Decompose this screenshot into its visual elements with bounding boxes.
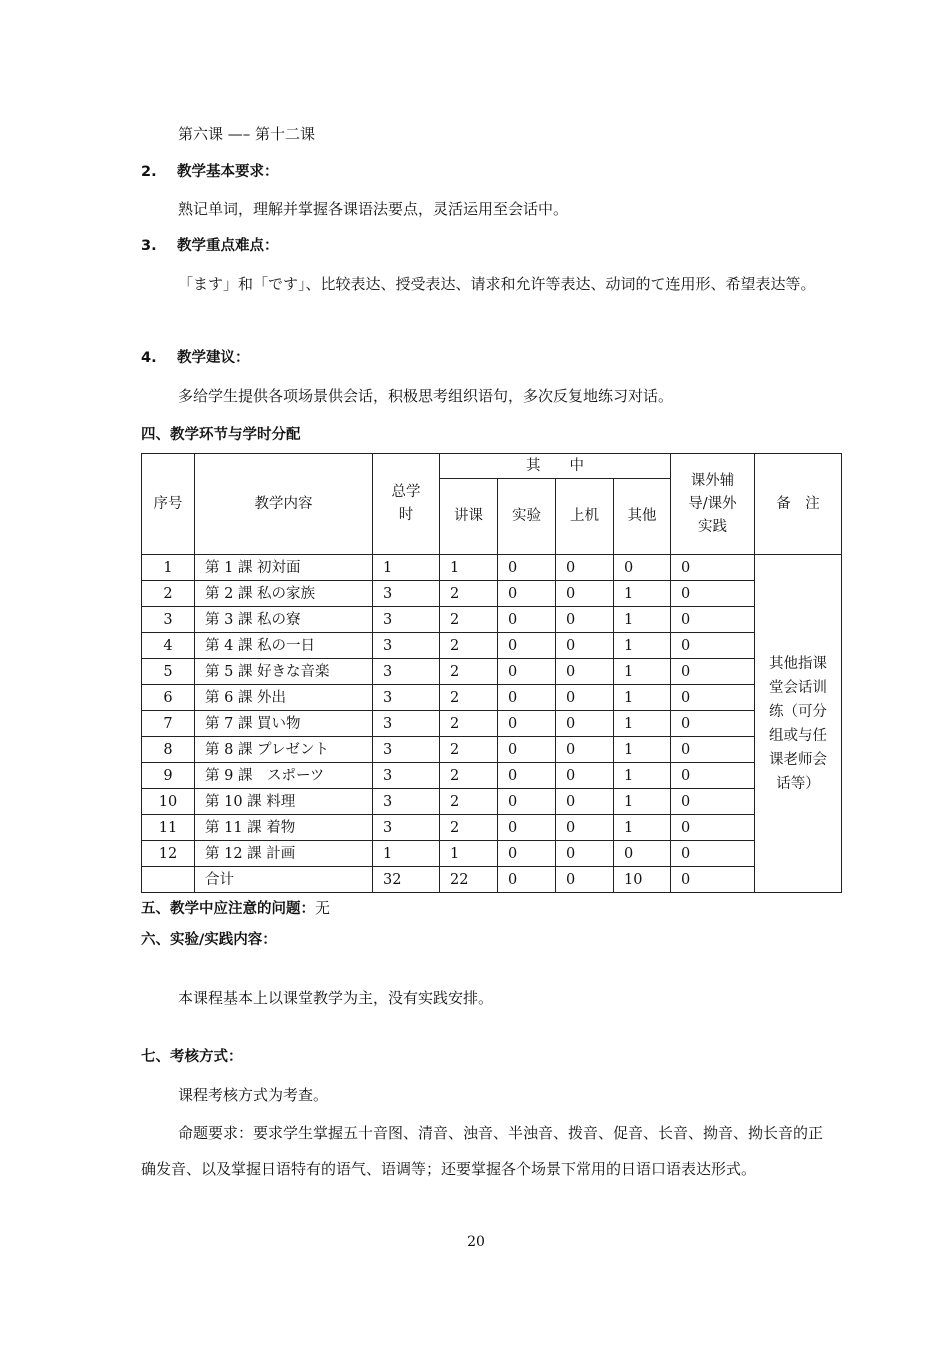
- cell-content: 第 5 課 好きな音楽: [195, 659, 373, 685]
- cell-experiment: 0: [498, 685, 556, 711]
- cell-lecture: 1: [440, 841, 498, 867]
- practice-text: 本课程基本上以课堂教学为主，没有实践安排。: [178, 989, 494, 1007]
- header-total-hours: 总学时: [373, 454, 440, 555]
- cell-experiment: 0: [498, 581, 556, 607]
- cell-outside: 0: [671, 607, 755, 633]
- table-row: [142, 555, 842, 581]
- total-cell-total: 32: [373, 867, 440, 893]
- header-seq: 序号: [142, 454, 195, 555]
- cell-seq: 4: [142, 633, 195, 659]
- cell-content: 第 9 課 スポーツ: [195, 763, 373, 789]
- section-2-title: 教学基本要求：: [177, 164, 279, 180]
- page-number: 20: [467, 1234, 485, 1250]
- cell-total: 3: [373, 659, 440, 685]
- cell-outside: 0: [671, 581, 755, 607]
- section-2-heading: [141, 162, 279, 182]
- assessment-method: 课程考核方式为考查。: [178, 1086, 329, 1104]
- cell-total: 3: [373, 581, 440, 607]
- header-group: 其 中: [440, 454, 671, 479]
- cell-computer: 0: [556, 633, 614, 659]
- cell-total: 3: [373, 789, 440, 815]
- cell-lecture: 2: [440, 581, 498, 607]
- cell-computer: 0: [556, 737, 614, 763]
- header-content: 教学内容: [195, 454, 373, 555]
- cell-computer: 0: [556, 763, 614, 789]
- heading-notes-label: 五、教学中应注意的问题：: [141, 901, 315, 917]
- table-row: [142, 685, 842, 711]
- cell-total: 3: [373, 737, 440, 763]
- section-3-body: 「ます」和「です」、比较表达、授受表达、请求和允许等表达、动词的て连用形、希望表达等。: [178, 275, 816, 293]
- hours-allocation-table: [141, 453, 842, 893]
- cell-computer: 0: [556, 607, 614, 633]
- heading-practice: 六、实验/实践内容：: [141, 932, 277, 948]
- header-remarks: 备 注: [755, 454, 842, 555]
- cell-total: 3: [373, 815, 440, 841]
- cell-other: 1: [614, 763, 671, 789]
- total-cell-outside: 0: [671, 867, 755, 893]
- cell-computer: 0: [556, 659, 614, 685]
- cell-lecture: 2: [440, 815, 498, 841]
- cell-lecture: 2: [440, 659, 498, 685]
- heading-assessment: 七、考核方式：: [141, 1049, 243, 1065]
- total-cell-seq: [142, 867, 195, 893]
- cell-computer: 0: [556, 555, 614, 581]
- cell-other: 1: [614, 633, 671, 659]
- cell-experiment: 0: [498, 711, 556, 737]
- table-row: [142, 789, 842, 815]
- cell-content: 第 1 課 初対面: [195, 555, 373, 581]
- cell-outside: 0: [671, 841, 755, 867]
- heading-notes-value: 无: [315, 899, 331, 917]
- header-outside-practice: 课外辅导/课外实践: [671, 454, 755, 555]
- cell-other: 0: [614, 841, 671, 867]
- cell-other: 1: [614, 659, 671, 685]
- cell-other: 1: [614, 607, 671, 633]
- cell-experiment: 0: [498, 633, 556, 659]
- table-row: [142, 581, 842, 607]
- section-3-title: 教学重点难点：: [177, 238, 279, 254]
- cell-seq: 11: [142, 815, 195, 841]
- cell-seq: 9: [142, 763, 195, 789]
- cell-outside: 0: [671, 789, 755, 815]
- cell-outside: 0: [671, 737, 755, 763]
- cell-seq: 8: [142, 737, 195, 763]
- section-4-number: 4.: [141, 350, 157, 366]
- cell-lecture: 2: [440, 789, 498, 815]
- cell-total: 1: [373, 555, 440, 581]
- remarks-cell: 其他指课堂会话训练（可分组或与任课老师会话等）: [755, 555, 842, 893]
- cell-total: 3: [373, 763, 440, 789]
- table-header-row-1: [142, 454, 842, 479]
- cell-seq: 2: [142, 581, 195, 607]
- cell-other: 1: [614, 789, 671, 815]
- cell-computer: 0: [556, 711, 614, 737]
- header-computer: 上机: [556, 479, 614, 555]
- section-2-number: 2.: [141, 164, 157, 180]
- cell-seq: 3: [142, 607, 195, 633]
- cell-computer: 0: [556, 685, 614, 711]
- cell-seq: 5: [142, 659, 195, 685]
- section-2-body: 熟记单词，理解并掌握各课语法要点，灵活运用至会话中。: [178, 200, 569, 218]
- cell-experiment: 0: [498, 841, 556, 867]
- cell-total: 3: [373, 711, 440, 737]
- cell-lecture: 2: [440, 607, 498, 633]
- cell-experiment: 0: [498, 789, 556, 815]
- table-row: [142, 633, 842, 659]
- total-cell-computer: 0: [556, 867, 614, 893]
- cell-experiment: 0: [498, 607, 556, 633]
- cell-content: 第 4 課 私の一日: [195, 633, 373, 659]
- cell-experiment: 0: [498, 737, 556, 763]
- cell-lecture: 2: [440, 763, 498, 789]
- cell-other: 1: [614, 581, 671, 607]
- cell-outside: 0: [671, 555, 755, 581]
- cell-other: 1: [614, 815, 671, 841]
- cell-outside: 0: [671, 659, 755, 685]
- cell-content: 第 12 課 計画: [195, 841, 373, 867]
- cell-other: 0: [614, 555, 671, 581]
- cell-total: 3: [373, 685, 440, 711]
- heading-notes: [141, 898, 330, 919]
- cell-computer: 0: [556, 815, 614, 841]
- cell-content: 第 10 課 料理: [195, 789, 373, 815]
- cell-content: 第 6 課 外出: [195, 685, 373, 711]
- table-total-row: [142, 867, 842, 893]
- cell-computer: 0: [556, 789, 614, 815]
- cell-other: 1: [614, 685, 671, 711]
- table-row: [142, 737, 842, 763]
- cell-seq: 10: [142, 789, 195, 815]
- section-3-number: 3.: [141, 238, 157, 254]
- cell-lecture: 2: [440, 685, 498, 711]
- header-lecture: 讲课: [440, 479, 498, 555]
- cell-outside: 0: [671, 815, 755, 841]
- cell-computer: 0: [556, 841, 614, 867]
- cell-outside: 0: [671, 711, 755, 737]
- cell-seq: 7: [142, 711, 195, 737]
- section-4-body: 多给学生提供各项场景供会话，积极思考组织语句，多次反复地练习对话。: [178, 387, 674, 405]
- cell-seq: 12: [142, 841, 195, 867]
- cell-other: 1: [614, 737, 671, 763]
- table-row: [142, 763, 842, 789]
- cell-experiment: 0: [498, 555, 556, 581]
- top-line: 第六课 —– 第十二课: [178, 125, 316, 143]
- cell-seq: 1: [142, 555, 195, 581]
- cell-total: 1: [373, 841, 440, 867]
- cell-outside: 0: [671, 633, 755, 659]
- table-row: [142, 815, 842, 841]
- cell-content: 第 2 課 私の家族: [195, 581, 373, 607]
- table-row: [142, 607, 842, 633]
- cell-experiment: 0: [498, 763, 556, 789]
- total-cell-other: 10: [614, 867, 671, 893]
- cell-lecture: 2: [440, 633, 498, 659]
- section-3-heading: [141, 236, 279, 256]
- cell-seq: 6: [142, 685, 195, 711]
- cell-computer: 0: [556, 581, 614, 607]
- table-row: [142, 841, 842, 867]
- header-other: 其他: [614, 479, 671, 555]
- table-body: [142, 555, 842, 893]
- cell-outside: 0: [671, 763, 755, 789]
- section-4-title: 教学建议：: [177, 350, 250, 366]
- cell-content: 第 3 課 私の寮: [195, 607, 373, 633]
- cell-lecture: 2: [440, 711, 498, 737]
- header-experiment: 实验: [498, 479, 556, 555]
- exam-requirements: 命题要求：要求学生掌握五十音图、清音、浊音、半浊音、拨音、促音、长音、拗音、拗长音的正确发音、以及掌握日语特有的语气、语调等；还要掌握各个场景下常用的日语口语表达形式。: [141, 1124, 824, 1178]
- cell-total: 3: [373, 633, 440, 659]
- cell-content: 第 7 課 買い物: [195, 711, 373, 737]
- cell-experiment: 0: [498, 659, 556, 685]
- cell-total: 3: [373, 607, 440, 633]
- total-cell-content: 合计: [195, 867, 373, 893]
- cell-lecture: 1: [440, 555, 498, 581]
- cell-content: 第 11 課 着物: [195, 815, 373, 841]
- total-cell-experiment: 0: [498, 867, 556, 893]
- table-row: [142, 659, 842, 685]
- cell-other: 1: [614, 711, 671, 737]
- cell-content: 第 8 課 プレゼント: [195, 737, 373, 763]
- cell-lecture: 2: [440, 737, 498, 763]
- table-row: [142, 711, 842, 737]
- cell-outside: 0: [671, 685, 755, 711]
- cell-experiment: 0: [498, 815, 556, 841]
- heading-schedule: 四、教学环节与学时分配: [141, 427, 301, 443]
- total-cell-lecture: 22: [440, 867, 498, 893]
- section-4-heading: [141, 348, 250, 368]
